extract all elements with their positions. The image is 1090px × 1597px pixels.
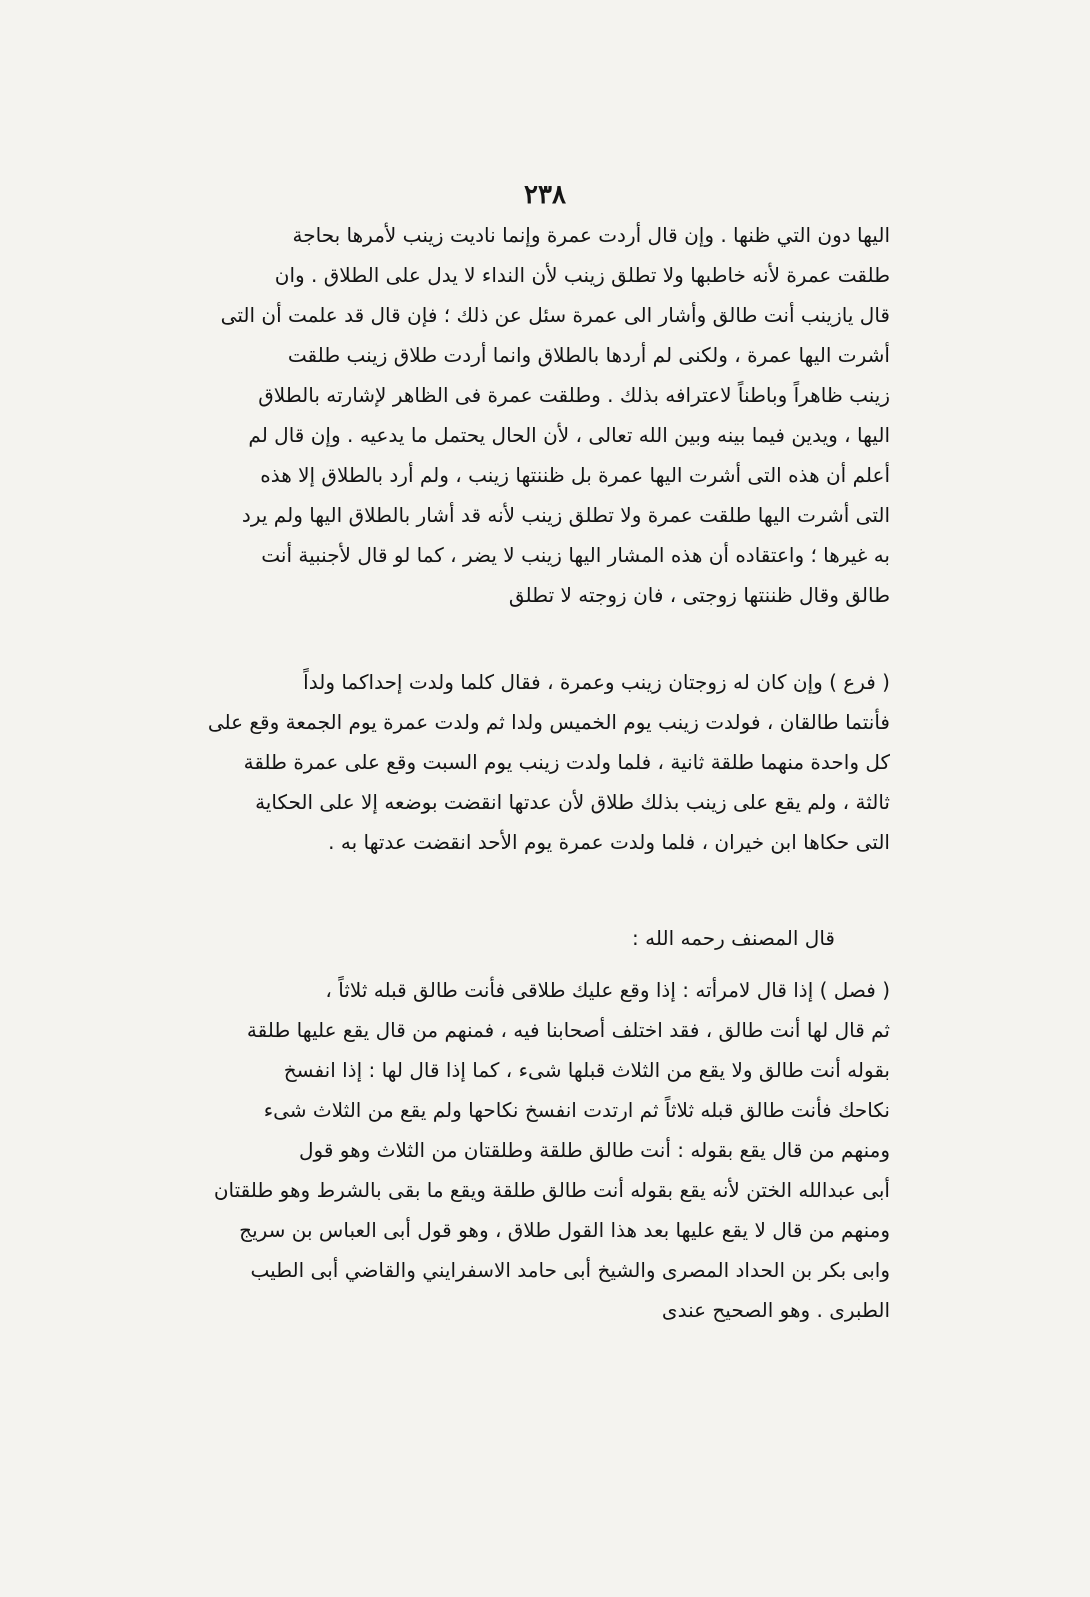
text-line: ثم قال لها أنت طالق ، فقد اختلف أصحابنا فيه ، فمنهم من قال يقع عليها طلقة xyxy=(246,1018,890,1042)
text-line: بقوله أنت طالق ولا يقع من الثلاث قبلها شىء ، كما إذا قال لها : إذا انفسخ xyxy=(283,1058,890,1082)
text-line: ومنهم من قال يقع بقوله : أنت طالق طلقة وطلقتان من الثلاث وهو قول xyxy=(298,1138,890,1162)
text-line: طلقت عمرة لأنه خاطبها ولا تطلق زينب لأن النداء لا يدل على الطلاق . وان xyxy=(274,263,890,287)
text-line: التى أشرت اليها طلقت عمرة ولا تطلق زينب لأنه قد أشار بالطلاق اليها ولم يرد xyxy=(241,503,890,527)
text-line: أبى عبدالله الختن لأنه يقع بقوله أنت طالق طلقة ويقع ما بقى بالشرط وهو طلقتان xyxy=(213,1178,890,1202)
text-line: التى حكاها ابن خيران ، فلما ولدت عمرة يوم الأحد انقضت عدتها به . xyxy=(328,830,890,854)
text-line: نكاحك فأنت طالق قبله ثلاثاً ثم ارتدت انفسخ نكاحها ولم يقع من الثلاث شىء xyxy=(263,1098,890,1122)
paragraph-1 xyxy=(165,215,890,615)
text-line: أشرت اليها عمرة ، ولكنى لم أردها بالطلاق وانما أردت طلاق زينب طلقت xyxy=(287,343,890,367)
text-line: فأنتما طالقان ، فولدت زينب يوم الخميس ولدا ثم ولدت عمرة يوم الجمعة وقع على xyxy=(207,710,890,734)
text-line: طالق وقال ظننتها زوجتى ، فان زوجته لا تطلق xyxy=(508,583,890,607)
text-line: زينب ظاهراً وباطناً لاعترافه بذلك . وطلقت عمرة فى الظاهر لإشارته بالطلاق xyxy=(258,383,890,407)
text-line: ( فصل ) إذا قال لامرأته : إذا وقع عليك طلاقى فأنت طالق قبله ثلاثاً ، xyxy=(325,978,890,1002)
text-line: به غيرها ؛ واعتقاده أن هذه المشار اليها زينب لا يضر ، كما لو قال لأجنبية أنت xyxy=(261,543,890,567)
text-line: ثالثة ، ولم يقع على زينب بذلك طلاق لأن عدتها انقضت بوضعه إلا على الحكاية xyxy=(255,790,890,814)
text-line: اليها دون التي ظنها . وإن قال أردت عمرة وإنما ناديت زينب لأمرها بحاجة xyxy=(292,223,890,247)
text-line: أعلم أن هذه التى أشرت اليها عمرة بل ظننتها زينب ، ولم أرد بالطلاق إلا هذه xyxy=(260,463,890,487)
text-line: وابى بكر بن الحداد المصرى والشيخ أبى حامد الاسفرايني والقاضي أبى الطيب xyxy=(250,1258,890,1282)
text-line: ومنهم من قال لا يقع عليها بعد هذا القول طلاق ، وهو قول أبى العباس بن سريج xyxy=(239,1218,890,1242)
text-line: قال يازينب أنت طالق وأشار الى عمرة سئل عن ذلك ؛ فإن قال قد علمت أن التى xyxy=(220,303,890,327)
section-heading: قال المصنف رحمه الله : xyxy=(632,926,835,950)
text-line: ( فرع ) وإن كان له زوجتان زينب وعمرة ، فقال كلما ولدت إحداكما ولداً xyxy=(303,670,890,694)
text-line: كل واحدة منهما طلقة ثانية ، فلما ولدت زينب يوم السبت وقع على عمرة طلقة xyxy=(243,750,890,774)
paragraph-2 xyxy=(165,662,890,862)
paragraph-3 xyxy=(165,970,890,1330)
page-number: ٢٣٨ xyxy=(524,180,566,210)
text-line: الطبرى . وهو الصحيح عندى xyxy=(661,1298,890,1322)
text-line: اليها ، ويدين فيما بينه وبين الله تعالى ، لأن الحال يحتمل ما يدعيه . وإن قال لم xyxy=(248,423,890,447)
